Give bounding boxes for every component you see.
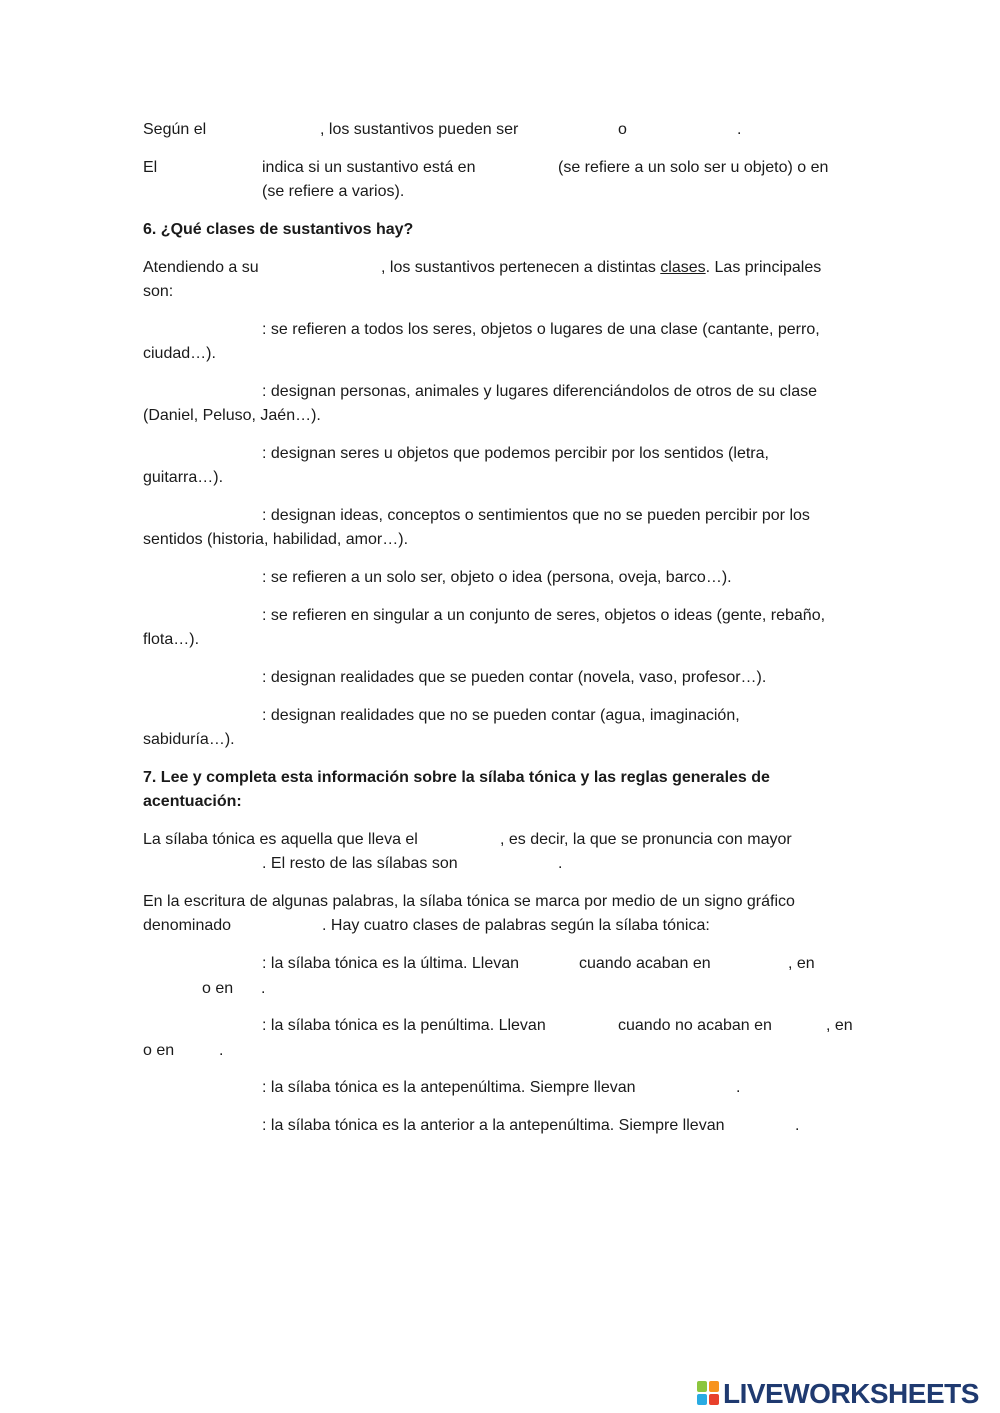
s6-item-5-line1: : se refieren a un solo ser, objeto o idea (persona, oveja, barco…).: [262, 569, 732, 586]
s6-item-6-line1: : se refieren en singular a un conjunto de seres, objetos o ideas (gente, rebaño,: [262, 607, 826, 624]
s6-item-6-line2: flota…).: [143, 631, 200, 648]
s7-r2-e: .: [219, 1042, 224, 1059]
section6-heading: 6. ¿Qué clases de sustantivos hay?: [143, 221, 414, 238]
s7-r3-a: : la sílaba tónica es la antepenúltima. Siempre llevan: [262, 1079, 636, 1096]
s7-r1-c: , en: [788, 955, 815, 972]
s7-r1-d: o en: [202, 980, 234, 997]
s7-r2-c: , en: [826, 1017, 853, 1034]
s5-p2-b: indica si un sustantivo está en: [262, 159, 476, 176]
s7-r2-a: : la sílaba tónica es la penúltima. Llevan: [262, 1017, 546, 1034]
s7-r2-d: o en: [143, 1042, 175, 1059]
s6-item-3-line1: : designan seres u objetos que podemos percibir por los sentidos (letra,: [262, 445, 769, 462]
s7-r4-b: .: [795, 1117, 800, 1134]
section7-heading-line1: 7. Lee y completa esta información sobre la sílaba tónica y las reglas generales de: [143, 769, 770, 786]
s7-p1-a: La sílaba tónica es aquella que lleva el: [143, 831, 418, 848]
s7-p1-d: .: [558, 855, 563, 872]
s6-item-4-line1: : designan ideas, conceptos o sentimientos que no se pueden percibir por los: [262, 507, 810, 524]
s7-p1-c: . El resto de las sílabas son: [262, 855, 458, 872]
s6-item-8-line1: : designan realidades que no se pueden contar (agua, imaginación,: [262, 707, 740, 724]
s5-p1-a: Según el: [143, 121, 207, 138]
s6-item-7-line1: : designan realidades que se pueden contar (novela, vaso, profesor…).: [262, 669, 767, 686]
s6-item-2-line1: : designan personas, animales y lugares diferenciándolos de otros de su clase: [262, 383, 817, 400]
s7-p2-c: . Hay cuatro clases de palabras según la sílaba tónica:: [322, 917, 710, 934]
s7-r3-b: .: [736, 1079, 741, 1096]
s5-p2-c: (se refiere a un solo ser u objeto) o en: [558, 159, 829, 176]
s6-item-3-line2: guitarra…).: [143, 469, 224, 486]
s7-r1-e: .: [261, 980, 266, 997]
s6-intro-b: [381, 258, 821, 278]
s6-item-8-line2: sabiduría…).: [143, 731, 235, 748]
s7-r2-b: cuando no acaban en: [618, 1017, 772, 1034]
s6-intro-b-text: , los sustantivos pertenecen a distintas: [381, 259, 656, 276]
liveworksheets-logo: [697, 1378, 979, 1410]
s5-p1-b: , los sustantivos pueden ser: [320, 121, 519, 138]
clases-link[interactable]: clases: [660, 259, 706, 276]
s6-intro-d: son:: [143, 283, 174, 300]
section7-heading-line2: acentuación:: [143, 793, 242, 810]
s5-p1-c: o: [618, 121, 627, 138]
s7-r1-a: : la sílaba tónica es la última. Llevan: [262, 955, 520, 972]
s5-p2-a: El: [143, 159, 158, 176]
s7-p2-b: denominado: [143, 917, 232, 934]
liveworksheets-logo-icon: [697, 1381, 721, 1407]
s6-intro-a: Atendiendo a su: [143, 259, 259, 276]
s7-r1-b: cuando acaban en: [579, 955, 711, 972]
s5-p2-d: (se refiere a varios).: [262, 183, 405, 200]
s6-intro-c: . Las principales: [705, 259, 822, 276]
s6-item-2-line2: (Daniel, Peluso, Jaén…).: [143, 407, 321, 424]
s6-item-1-line2: ciudad…).: [143, 345, 216, 362]
s6-item-1-line1: : se refieren a todos los seres, objetos o lugares de una clase (cantante, perro,: [262, 321, 820, 338]
s7-p1-b: , es decir, la que se pronuncia con mayor: [500, 831, 792, 848]
s7-r4-a: : la sílaba tónica es la anterior a la antepenúltima. Siempre llevan: [262, 1117, 725, 1134]
s6-item-4-line2: sentidos (historia, habilidad, amor…).: [143, 531, 409, 548]
s5-p1-d: .: [737, 121, 742, 138]
s7-p2-a: En la escritura de algunas palabras, la sílaba tónica se marca por medio de un signo gráfico: [143, 893, 795, 910]
liveworksheets-logo-text: LIVEWORKSHEETS: [723, 1378, 979, 1409]
